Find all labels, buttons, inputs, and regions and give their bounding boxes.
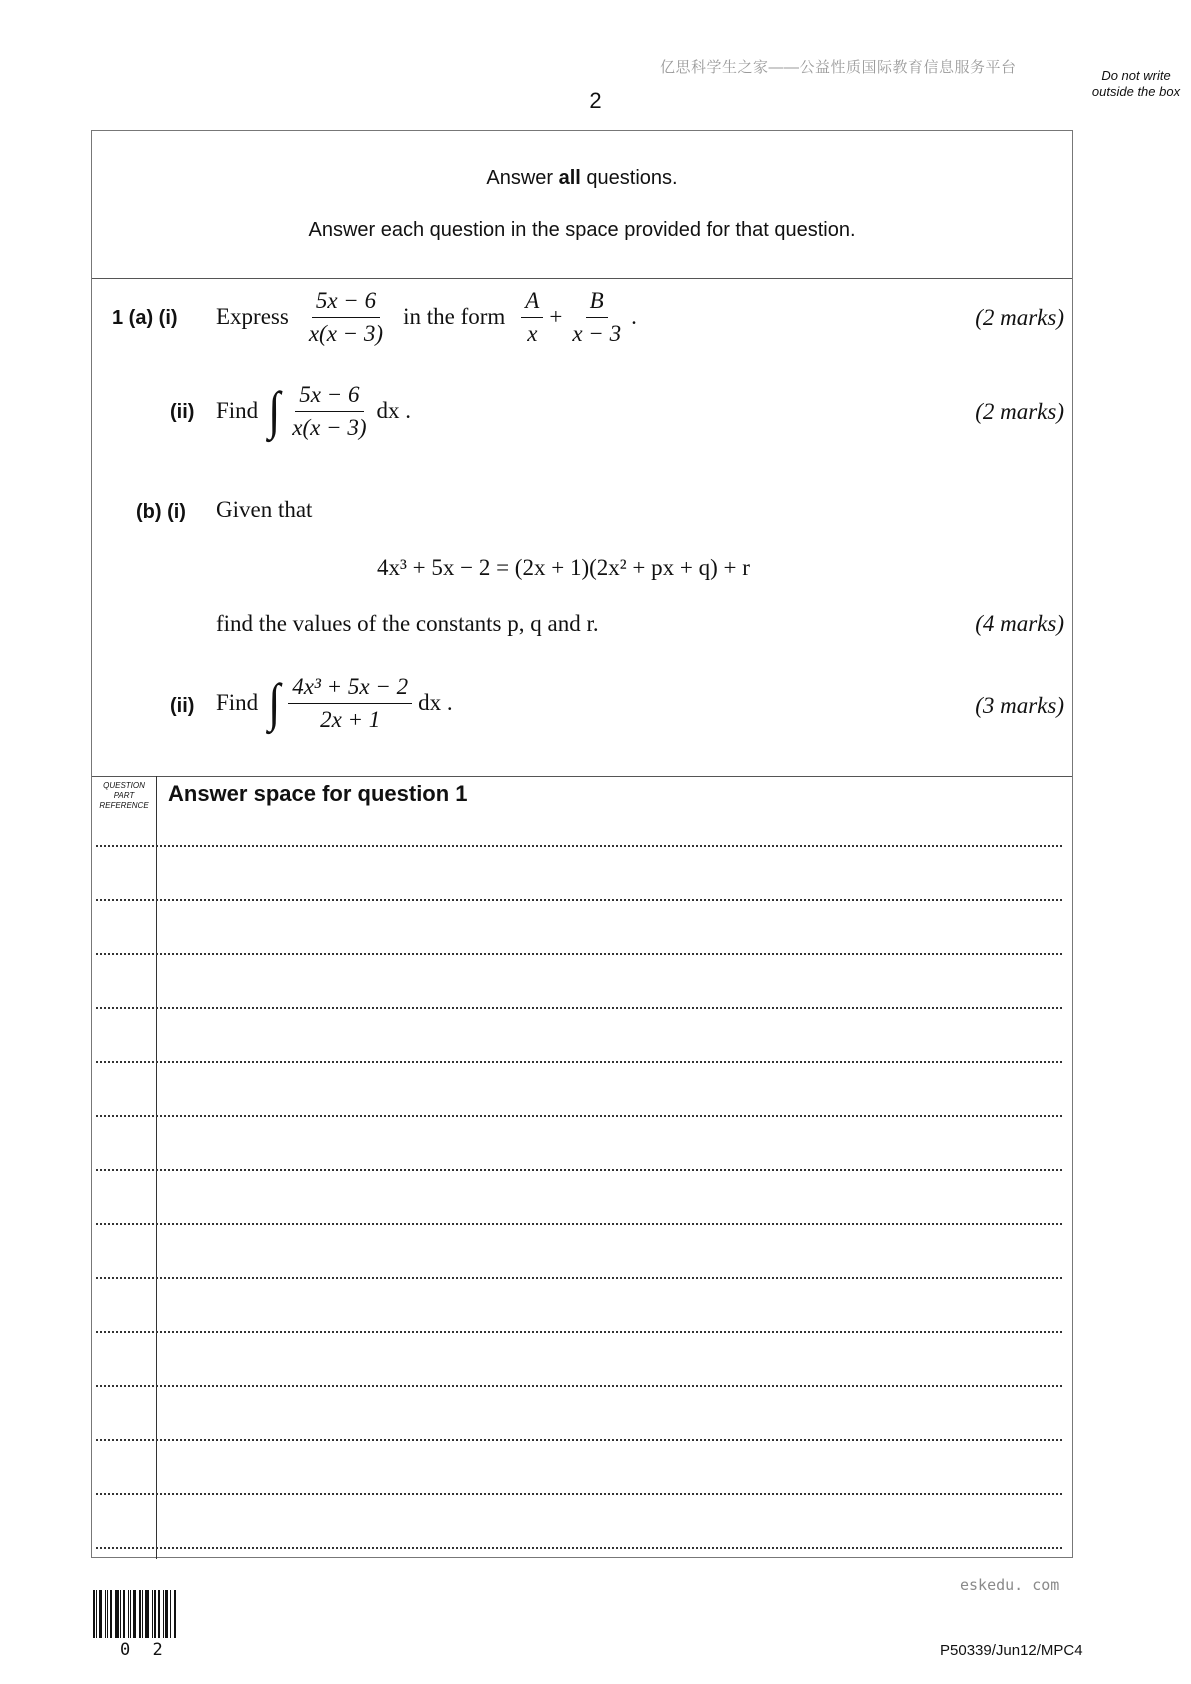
barcode-bar	[154, 1590, 156, 1638]
differential: dx .	[418, 690, 453, 715]
question-1a-i	[216, 287, 637, 347]
plus-sign: +	[549, 304, 563, 329]
answer-line[interactable]	[96, 899, 1062, 901]
barcode-bar	[99, 1590, 102, 1638]
answer-line[interactable]	[96, 1439, 1062, 1441]
question-ref-1a-i: 1 (a) (i)	[112, 307, 178, 329]
answer-line[interactable]	[96, 1493, 1062, 1495]
marks-1a-ii: (2 marks)	[975, 399, 1064, 424]
question-word: Find	[216, 398, 259, 423]
barcode-bar	[96, 1590, 97, 1638]
page-number: 2	[589, 88, 602, 113]
answer-line[interactable]	[96, 1115, 1062, 1117]
differential: dx .	[376, 398, 412, 423]
question-ref-1a-ii: (ii)	[170, 401, 195, 423]
question-word: Find	[216, 690, 259, 715]
barcode-bar	[170, 1590, 171, 1638]
question-1b-i-find: find the values of the constants p, q and r.	[216, 611, 599, 636]
answer-space-title: Answer space for question 1	[168, 781, 468, 806]
question-word: Express	[216, 304, 289, 329]
watermark: 亿思科学生之家——公益性质国际教育信息服务平台	[660, 59, 1017, 76]
barcode-bar	[158, 1590, 160, 1638]
instruction-line-1	[92, 167, 1072, 190]
barcode-number: 0 2	[120, 1640, 169, 1660]
answer-line[interactable]	[96, 1169, 1062, 1171]
barcode-bar	[165, 1590, 168, 1638]
fraction-denominator: x	[527, 320, 538, 346]
fraction	[568, 288, 625, 347]
barcode-bar	[130, 1590, 131, 1638]
instruction-text: Answer	[486, 167, 559, 189]
fraction	[288, 382, 370, 441]
barcode-bar	[145, 1590, 149, 1638]
fraction	[288, 674, 412, 733]
integral-sign: ∫	[268, 673, 281, 732]
barcode-bar	[115, 1590, 119, 1638]
fraction-numerator: A	[521, 288, 543, 318]
barcode-bar	[139, 1590, 141, 1638]
barcode-bar	[93, 1590, 95, 1638]
answer-divider	[92, 776, 1072, 778]
fraction-denominator: x(x − 3)	[292, 414, 367, 440]
question-1b-i-intro: Given that	[216, 497, 313, 522]
paper-code: P50339/Jun12/MPC4	[940, 1642, 1083, 1659]
barcode-bar	[152, 1590, 153, 1638]
marks-1b-ii: (3 marks)	[975, 693, 1064, 718]
fraction	[521, 288, 543, 347]
marks-1b-i: (4 marks)	[975, 611, 1064, 636]
fraction-denominator: x(x − 3)	[308, 320, 384, 346]
answer-line[interactable]	[96, 1007, 1062, 1009]
question-frame	[91, 130, 1073, 1558]
barcode-bar	[142, 1590, 143, 1638]
answer-line[interactable]	[96, 1277, 1062, 1279]
instruction-text: questions.	[580, 167, 678, 189]
barcode-bar	[133, 1590, 136, 1638]
barcode-bar	[174, 1590, 176, 1638]
question-ref-1b-i: (b) (i)	[136, 501, 186, 523]
question-1a-ii	[216, 381, 411, 441]
site-mark: eskedu. com	[960, 1576, 1060, 1594]
question-1b-i-equation: 4x³ + 5x − 2 = (2x + 1)(2x² + px + q) + r	[377, 555, 750, 580]
fraction-denominator: 2x + 1	[320, 706, 381, 732]
answer-line[interactable]	[96, 1385, 1062, 1387]
fraction-numerator: 5x − 6	[295, 382, 363, 412]
answer-line[interactable]	[96, 953, 1062, 955]
question-1b-ii	[216, 673, 453, 733]
question-ref-1b-ii: (ii)	[170, 695, 195, 717]
answer-line[interactable]	[96, 1061, 1062, 1063]
margin-note: Do not write outside the box	[1091, 68, 1181, 99]
fraction-numerator: 4x³ + 5x − 2	[288, 674, 412, 704]
barcode-bar	[120, 1590, 121, 1638]
barcode-bar	[128, 1590, 129, 1638]
barcode	[93, 1590, 193, 1638]
fraction-numerator: 5x − 6	[312, 288, 380, 318]
answer-line[interactable]	[96, 845, 1062, 847]
integral-sign: ∫	[268, 381, 281, 440]
barcode-bar	[107, 1590, 108, 1638]
question-text: in the form	[403, 304, 506, 329]
barcode-bar	[123, 1590, 125, 1638]
fraction-denominator: x − 3	[572, 320, 622, 346]
barcode-bar	[110, 1590, 112, 1638]
instruction-bold: all	[558, 167, 581, 189]
answer-line[interactable]	[96, 1331, 1062, 1333]
barcode-bar	[163, 1590, 164, 1638]
fraction-numerator: B	[586, 288, 608, 318]
barcode-bar	[105, 1590, 106, 1638]
answer-line[interactable]	[96, 1547, 1062, 1549]
period: .	[631, 304, 637, 329]
instruction-line-2: Answer each question in the space provided for that question.	[308, 219, 856, 241]
instructions-box	[92, 131, 1072, 279]
question-part-reference-label: QUESTION PART REFERENCE	[99, 781, 149, 810]
marks-1a-i: (2 marks)	[975, 305, 1064, 330]
reference-column-divider	[156, 776, 157, 1559]
fraction	[305, 288, 387, 347]
answer-line[interactable]	[96, 1223, 1062, 1225]
